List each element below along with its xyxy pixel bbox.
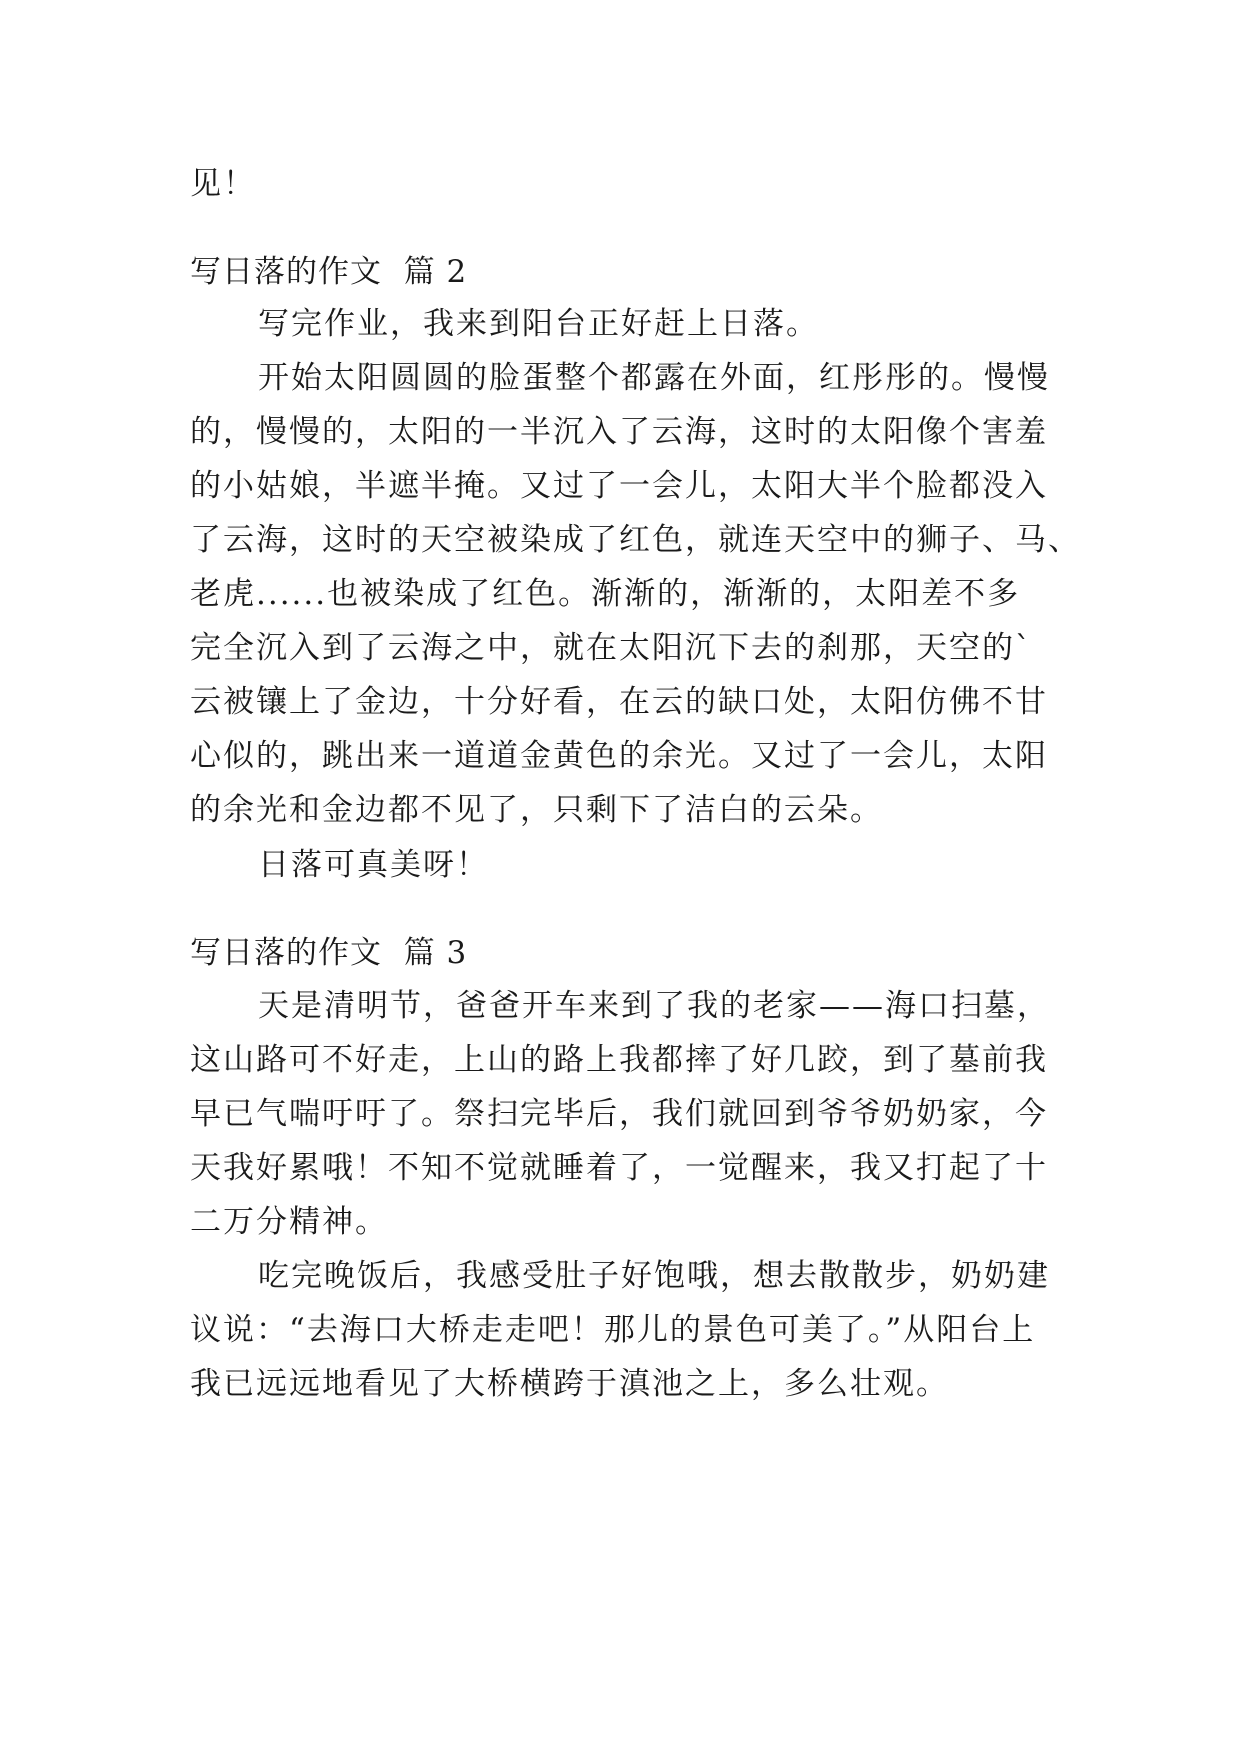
- section-heading: 写日落的作文 篇 3: [190, 935, 468, 971]
- paragraph-line: 我已远远地看见了大桥横跨于滇池之上，多么壮观。: [190, 1366, 949, 1402]
- paragraph-line: 二万分精神。: [190, 1204, 388, 1240]
- paragraph-line: 早已气喘吁吁了。祭扫完毕后，我们就回到爷爷奶奶家，今: [190, 1096, 1048, 1132]
- paragraph-line: 这山路可不好走，上山的路上我都摔了好几跤，到了墓前我: [190, 1042, 1048, 1078]
- paragraph-line: 的小姑娘，半遮半掩。又过了一会儿，太阳大半个脸都没入: [190, 468, 1048, 504]
- paragraph-line: 心似的，跳出来一道道金黄色的余光。又过了一会儿，太阳: [190, 738, 1048, 774]
- paragraph-line: 的，慢慢的，太阳的一半沉入了云海，这时的太阳像个害羞: [190, 414, 1048, 450]
- paragraph-line: 天我好累哦！不知不觉就睡着了，一觉醒来，我又打起了十: [190, 1150, 1048, 1186]
- paragraph-line: 天是清明节，爸爸开车来到了我的老家——海口扫墓，: [258, 988, 1050, 1024]
- carry-over-text: 见！: [190, 166, 256, 202]
- paragraph-line: 写完作业，我来到阳台正好赶上日落。: [258, 306, 819, 342]
- paragraph-line: 完全沉入到了云海之中，就在太阳沉下去的刹那，天空的`: [190, 630, 1033, 666]
- paragraph-line: 吃完晚饭后，我感受肚子好饱哦，想去散散步，奶奶建: [258, 1258, 1050, 1294]
- paragraph-line: 议说：“去海口大桥走走吧！那儿的景色可美了。”从阳台上: [190, 1312, 1036, 1348]
- section-heading: 写日落的作文 篇 2: [190, 254, 468, 290]
- paragraph-line: 日落可真美呀！: [258, 847, 489, 883]
- paragraph-line: 老虎......也被染成了红色。渐渐的，渐渐的，太阳差不多: [190, 576, 1021, 612]
- paragraph-line: 云被镶上了金边，十分好看，在云的缺口处，太阳仿佛不甘: [190, 684, 1048, 720]
- paragraph-line: 了云海，这时的天空被染成了红色，就连天空中的狮子、马、: [190, 522, 1081, 558]
- paragraph-line: 的余光和金边都不见了，只剩下了洁白的云朵。: [190, 792, 883, 828]
- paragraph-line: 开始太阳圆圆的脸蛋整个都露在外面，红彤彤的。慢慢: [258, 360, 1050, 396]
